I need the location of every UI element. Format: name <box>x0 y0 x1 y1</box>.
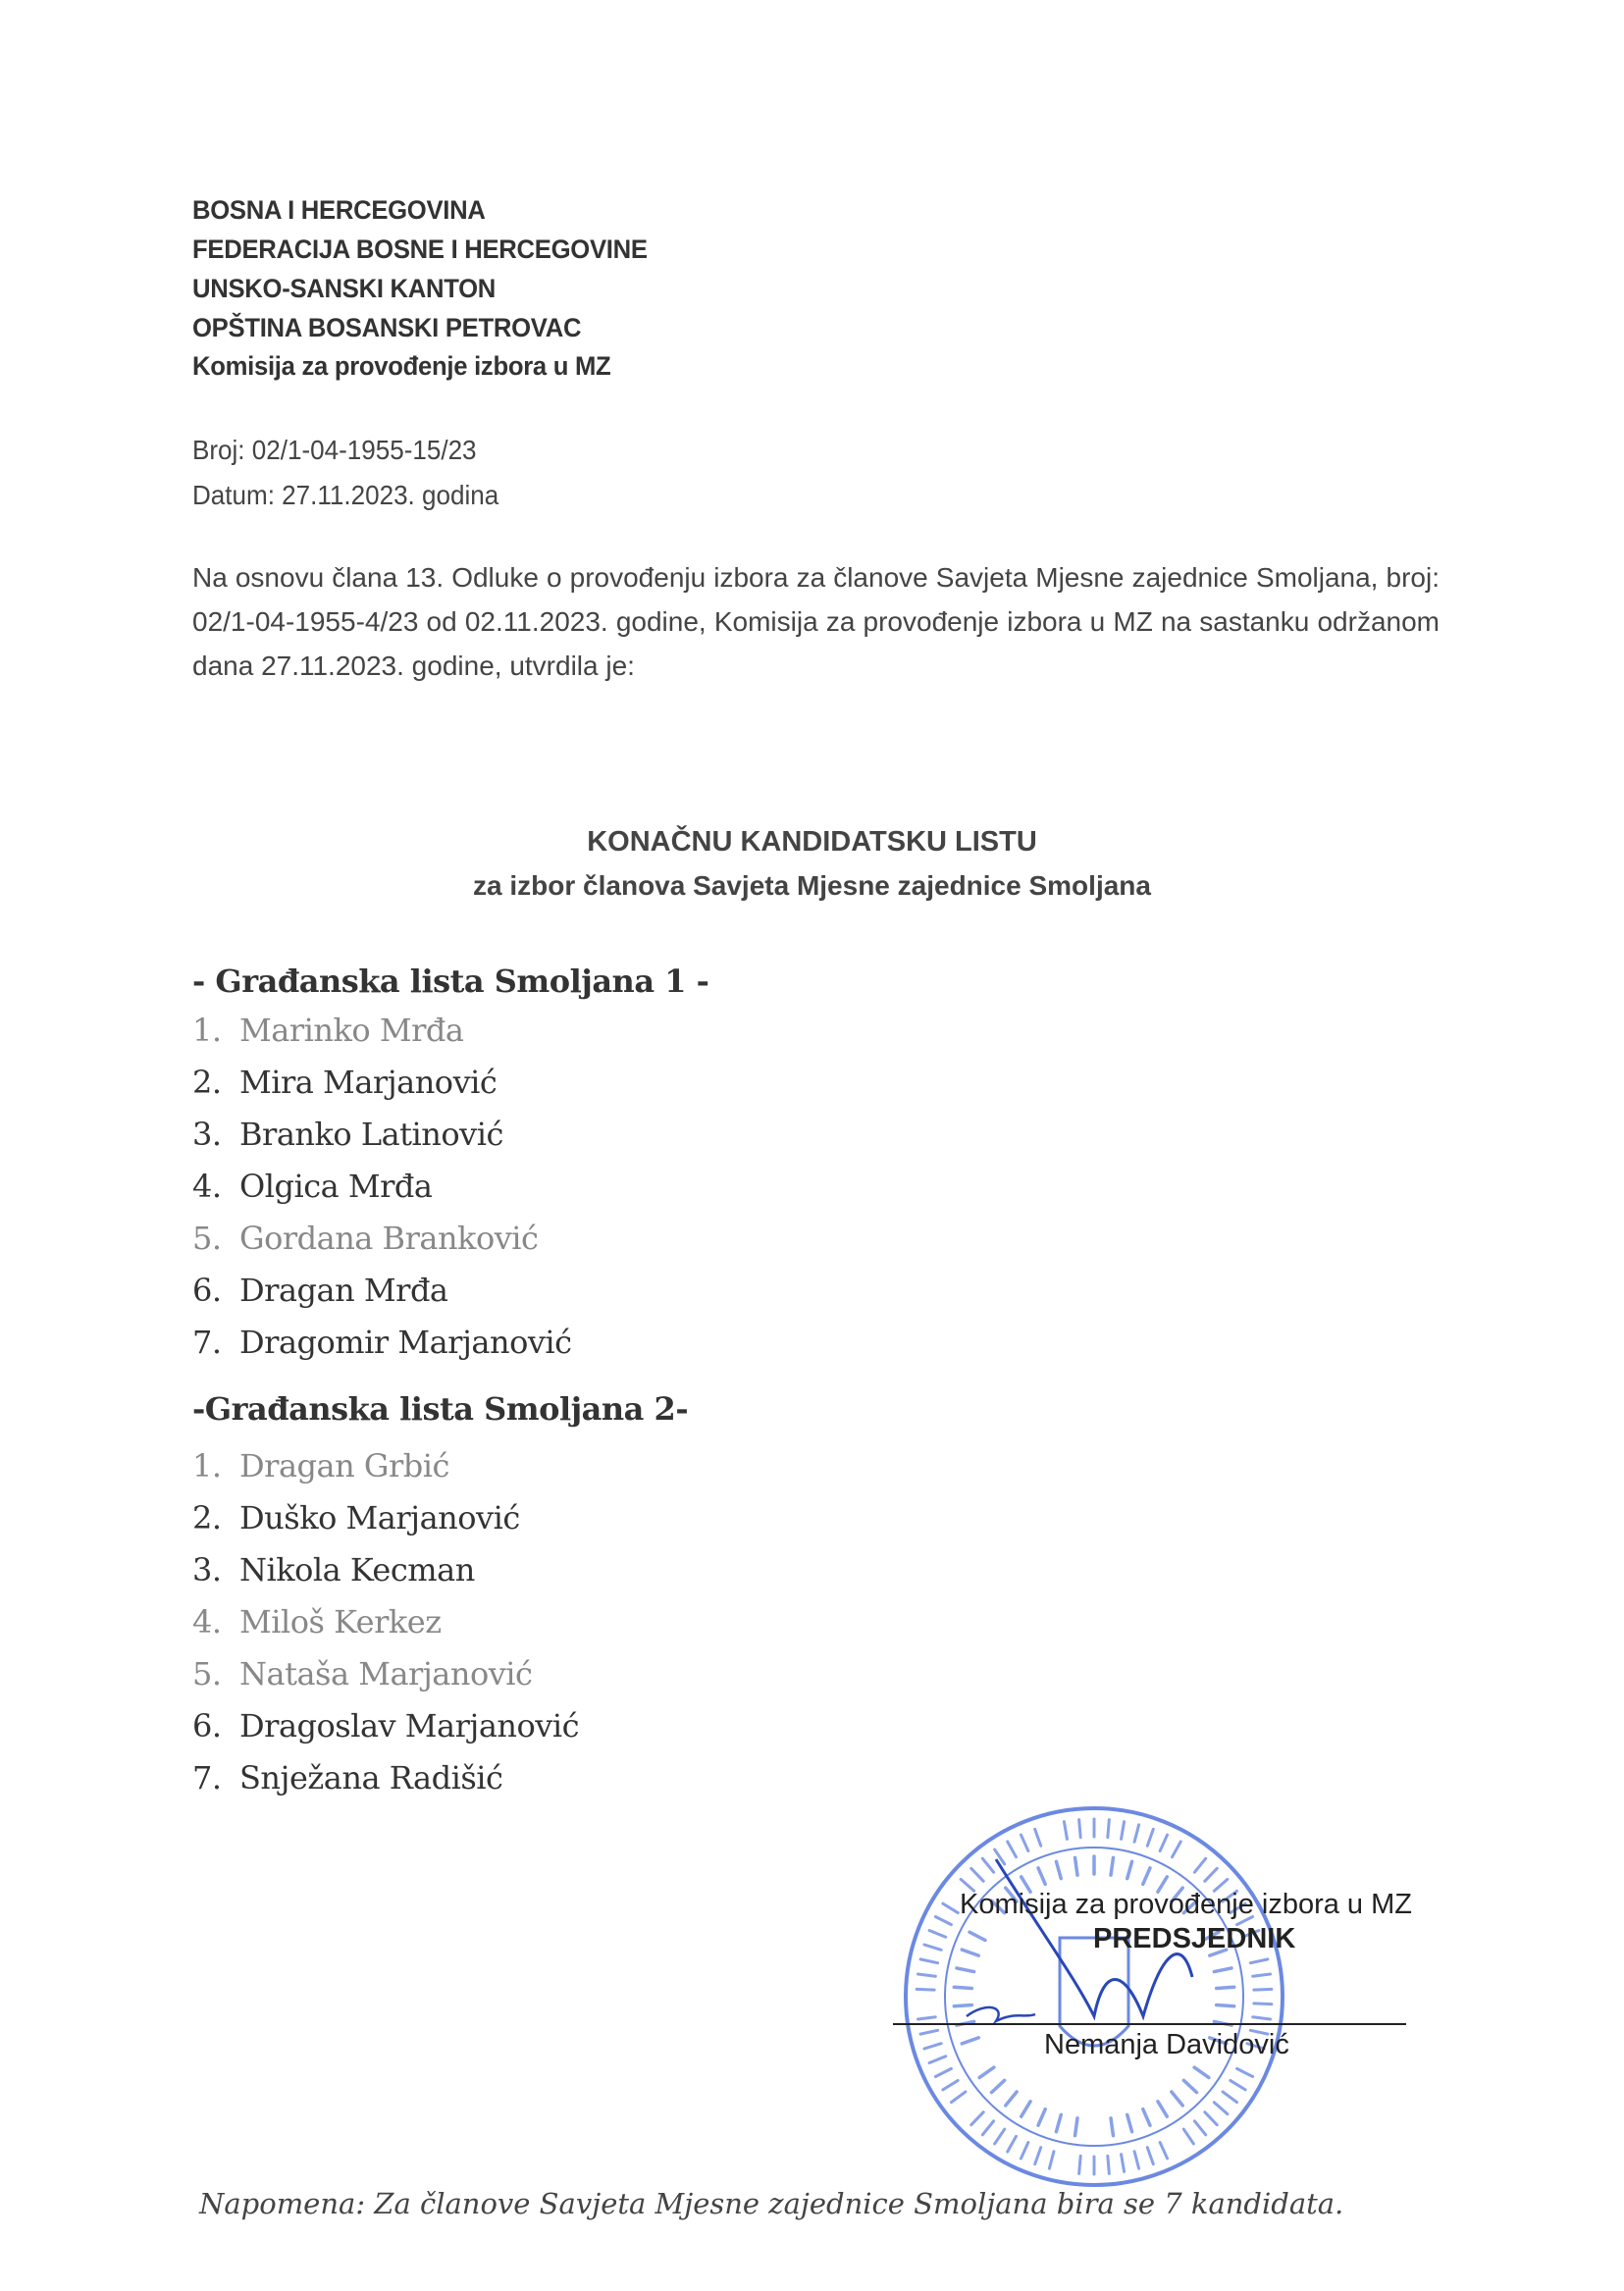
stamp-glyph-mark <box>1108 2156 1110 2173</box>
candidate-item <box>192 1498 520 1537</box>
stamp-glyph-mark <box>1064 1822 1067 1840</box>
stamp-glyph-mark <box>991 2080 1004 2092</box>
stamp-glyph-mark <box>1214 2103 1228 2114</box>
candidate-number: 4. <box>192 1603 222 1640</box>
stamp-glyph-mark <box>1205 1868 1217 1881</box>
stamp-glyph-mark <box>1254 2004 1272 2005</box>
candidate-name: Dragoslav Marjanović <box>239 1707 580 1744</box>
document-title: KONAČNU KANDIDATSKU LISTU <box>587 826 1037 858</box>
stamp-glyph-mark <box>1021 1835 1027 1850</box>
stamp-glyph-mark <box>971 2112 983 2125</box>
stamp-glyph-mark <box>1223 2092 1236 2103</box>
candidate-name: Mira Marjanović <box>239 1064 498 1101</box>
stamp-glyph-mark <box>929 1931 946 1938</box>
stamp-glyph-mark <box>1143 1868 1150 1885</box>
stamp-glyph-mark <box>1122 2155 1125 2172</box>
stamp-glyph-mark <box>971 1868 983 1881</box>
candidate-number: 7. <box>192 1759 222 1796</box>
footnote: Napomena: Za članove Savjeta Mjesne zajednice Smoljana bira se 7 kandidata. <box>199 2187 1344 2220</box>
signature-role: PREDSJEDNIK <box>1093 1923 1296 1954</box>
signature-line <box>893 2023 1406 2025</box>
stamp-glyph-mark <box>1253 2017 1271 2019</box>
candidate-item <box>192 1167 432 1206</box>
stamp-glyph-mark <box>1021 2143 1027 2159</box>
document-date: Datum: 27.11.2023. godina <box>192 480 499 510</box>
stamp-glyph-mark <box>1038 1868 1045 1885</box>
stamp-glyph-mark <box>924 1945 941 1950</box>
stamp-glyph-mark <box>1231 2080 1245 2089</box>
stamp-glyph-mark <box>969 1932 985 1940</box>
stamp-glyph-mark <box>1147 2148 1153 2164</box>
stamp-glyph-mark <box>1075 1857 1077 1875</box>
stamp-glyph-mark <box>935 1917 951 1925</box>
stamp-glyph-mark <box>1122 1822 1125 1840</box>
stamp-glyph-mark <box>1217 1987 1234 1988</box>
candidate-item <box>192 1602 442 1641</box>
list-heading: - Građanska lista Smoljana 1 - <box>192 963 709 1000</box>
stamp-glyph-mark <box>962 1950 978 1955</box>
stamp-glyph-mark <box>1079 2156 1081 2173</box>
stamp-glyph-mark <box>920 2030 938 2034</box>
candidate-item <box>192 1654 532 1693</box>
stamp-glyph-mark <box>1160 1835 1167 1850</box>
stamp-glyph-mark <box>1056 2114 1061 2131</box>
candidate-number: 7. <box>192 1324 222 1361</box>
stamp-glyph-mark <box>1111 1857 1113 1875</box>
stamp-glyph-mark <box>1172 1842 1180 1857</box>
candidate-item <box>192 1271 448 1310</box>
stamp-glyph-mark <box>1108 1820 1110 1838</box>
header-line: OPŠTINA BOSANSKI PETROVAC <box>192 313 582 342</box>
candidate-item <box>192 1550 475 1589</box>
stamp-glyph-mark <box>917 1974 935 1976</box>
stamp-glyph-mark <box>1172 2092 1182 2106</box>
header-line: Komisija za provođenje izbora u MZ <box>192 351 611 381</box>
stamp-glyph-mark <box>917 2017 935 2019</box>
candidate-name: Dragan Grbić <box>239 1447 449 1484</box>
stamp-glyph-mark <box>957 1968 974 1972</box>
signatory-name: Nemanja Davidović <box>1044 2029 1289 2060</box>
candidate-item <box>192 1063 497 1102</box>
stamp-glyph-mark <box>943 1903 958 1912</box>
stamp-glyph-mark <box>1183 2080 1196 2092</box>
stamp-glyph-mark <box>951 2092 965 2103</box>
stamp-glyph-mark <box>1253 1974 1271 1976</box>
stamp-glyph-mark <box>1022 2102 1030 2116</box>
stamp-glyph-mark <box>1183 2129 1193 2144</box>
stamp-glyph-mark <box>1008 2136 1017 2152</box>
stamp-glyph-mark <box>979 2067 994 2077</box>
candidate-name: Olgica Mrđa <box>239 1168 433 1205</box>
candidate-number: 4. <box>192 1168 222 1205</box>
stamp-glyph-mark <box>1111 2118 1113 2136</box>
stamp-glyph-mark <box>1134 2152 1139 2168</box>
stamp-glyph-mark <box>1254 1989 1272 1990</box>
candidate-number: 3. <box>192 1551 222 1588</box>
stamp-glyph-mark <box>1127 2114 1132 2131</box>
header-line: UNSKO-SANSKI KANTON <box>192 274 497 303</box>
stamp-glyph-mark <box>920 1959 938 1963</box>
stamp-glyph-mark <box>1035 2148 1041 2164</box>
stamp-glyph-mark <box>1205 2112 1217 2125</box>
stamp-glyph-mark <box>1194 2067 1209 2077</box>
stamp-glyph-mark <box>943 2080 958 2089</box>
candidate-item <box>192 1758 502 1797</box>
candidate-number: 1. <box>192 1447 222 1484</box>
candidate-number: 2. <box>192 1499 222 1536</box>
header-line: FEDERACIJA BOSNE I HERCEGOVINE <box>192 234 648 264</box>
intro-paragraph: Na osnovu člana 13. Odluke o provođenju izbora za članove Savjeta Mjesne zajednice Smoljana, broj: 02/1-04-1955-4/23 od 02.11.2023. godine, Komisija za provođenje izbora u MZ na sastanku održanom dana 27.11.2023. godine, utvrdila je: <box>192 562 1440 681</box>
document-subtitle: za izbor članova Savjeta Mjesne zajednice Smoljana <box>473 870 1151 901</box>
stamp-glyph-mark <box>1160 2143 1167 2159</box>
stamp-glyph-mark <box>995 2129 1005 2144</box>
candidate-name: Snježana Radišić <box>239 1759 503 1796</box>
stamp-glyph-mark <box>1217 2005 1234 2006</box>
stamp-glyph-mark <box>924 2044 941 2049</box>
stamp-glyph-mark <box>1006 2092 1017 2106</box>
stamp-glyph-mark <box>1049 2152 1054 2168</box>
signature-body: Komisija za provođenje izbora u MZ <box>960 1889 1412 1920</box>
candidate-item <box>192 1706 579 1745</box>
stamp-glyph-mark <box>982 1858 993 1872</box>
stamp-glyph-mark <box>935 2068 951 2076</box>
stamp-glyph-mark <box>1147 1829 1153 1846</box>
stamp-glyph-mark <box>1134 1825 1139 1842</box>
stamp-glyph-mark <box>1008 1842 1017 1857</box>
stamp-glyph-mark <box>1075 2118 1077 2136</box>
stamp-lettering-marks <box>917 1819 1272 2174</box>
stamp-glyph-mark <box>1056 1861 1061 1878</box>
stamp-glyph-mark <box>962 2038 978 2044</box>
candidate-number: 5. <box>192 1655 222 1692</box>
candidate-name: Miloš Kerkez <box>239 1603 442 1640</box>
stamp-glyph-mark <box>929 2057 946 2063</box>
header-line: BOSNA I HERCEGOVINA <box>192 195 486 225</box>
candidate-name: Gordana Branković <box>239 1220 539 1257</box>
stamp-glyph-mark <box>1194 1858 1205 1872</box>
stamp-glyph-mark <box>1127 1861 1132 1878</box>
stamp-glyph-mark <box>1035 1829 1041 1846</box>
list-heading: -Građanska lista Smoljana 2- <box>192 1390 689 1428</box>
candidate-item <box>192 1115 503 1154</box>
candidate-name: Dragan Mrđa <box>239 1272 448 1309</box>
candidate-number: 1. <box>192 1012 222 1049</box>
stamp-glyph-mark <box>982 2121 993 2135</box>
candidate-name: Marinko Mrđa <box>239 1012 464 1049</box>
stamp-glyph-mark <box>1194 2121 1205 2135</box>
reference-number: Broj: 02/1-04-1955-15/23 <box>192 435 477 465</box>
stamp-glyph-mark <box>1143 2109 1150 2126</box>
candidate-item <box>192 1446 449 1485</box>
candidate-item <box>192 1323 572 1362</box>
candidate-name: Nikola Kecman <box>239 1551 475 1588</box>
candidate-number: 6. <box>192 1707 222 1744</box>
candidate-number: 2. <box>192 1064 222 1101</box>
candidate-item <box>192 1219 538 1258</box>
candidate-item <box>192 1011 463 1050</box>
stamp-glyph-mark <box>1250 1959 1268 1963</box>
stamp-glyph-mark <box>1079 1820 1081 1838</box>
stamp-glyph-mark <box>917 1989 934 1990</box>
official-stamp <box>898 1800 1290 2193</box>
candidate-number: 3. <box>192 1116 222 1153</box>
stamp-glyph-mark <box>954 2005 971 2006</box>
stamp-glyph-mark <box>1237 2068 1253 2076</box>
stamp-glyph-mark <box>954 1987 971 1988</box>
stamp-glyph-mark <box>1214 1968 1231 1972</box>
candidate-name: Duško Marjanović <box>239 1499 520 1536</box>
candidate-name: Dragomir Marjanović <box>239 1324 572 1361</box>
candidate-number: 6. <box>192 1272 222 1309</box>
candidate-name: Branko Latinović <box>239 1116 503 1153</box>
candidate-number: 5. <box>192 1220 222 1257</box>
candidate-name: Nataša Marjanović <box>239 1655 533 1692</box>
stamp-glyph-mark <box>1038 2109 1045 2126</box>
stamp-glyph-mark <box>1158 2102 1167 2116</box>
